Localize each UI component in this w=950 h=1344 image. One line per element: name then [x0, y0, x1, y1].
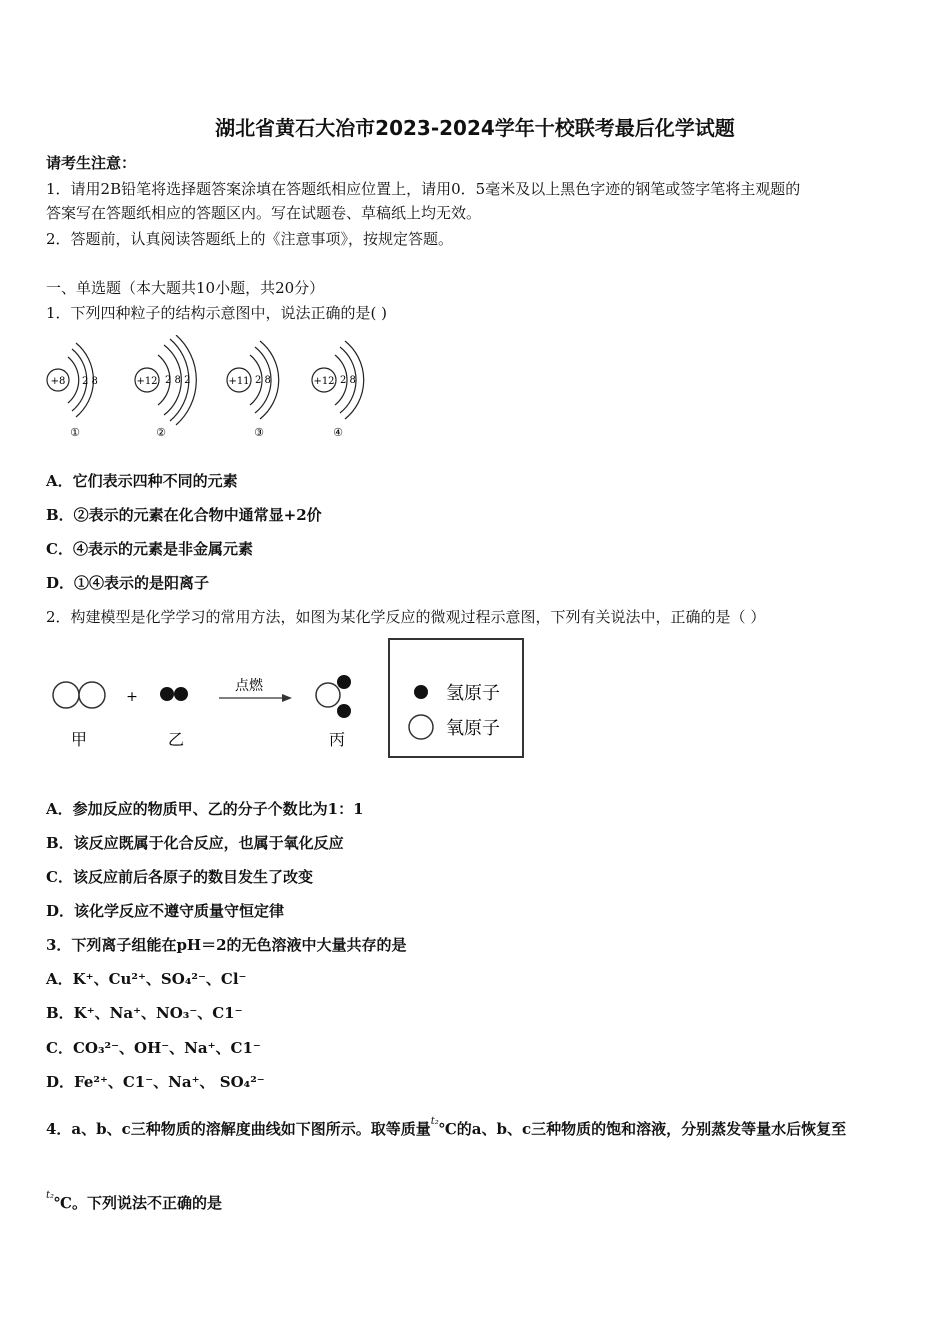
particle-2-shells: 2 8 2 — [165, 375, 191, 386]
particle-4-label: ④ — [333, 426, 343, 439]
q2-option-d: D．该化学反应不遵守质量守恒定律 — [46, 902, 285, 920]
q4-stem-line2 — [46, 1192, 222, 1213]
plus-sign: + — [126, 689, 138, 705]
molecule-yi — [160, 687, 188, 701]
section-heading: 一、单选题（本大题共10小题，共20分） — [46, 279, 325, 297]
q4-stem-a: 4．a、b、c三种物质的溶解度曲线如下图所示。取等质量 — [46, 1120, 431, 1138]
q1-option-d: D．①④表示的是阳离子 — [46, 574, 210, 592]
label-bing: 丙 — [328, 730, 346, 749]
q2-option-b: B．该反应既属于化合反应，也属于氧化反应 — [46, 834, 344, 852]
reaction-diagram — [46, 660, 376, 760]
q3-option-a: A．K⁺、Cu²⁺、SO₄²⁻、Cl⁻ — [46, 970, 247, 988]
particle-2-nucleus: +12 — [136, 376, 158, 387]
q4-t2-symbol: t₂ — [430, 1116, 439, 1127]
arrow-icon — [282, 694, 292, 702]
particle-2-label: ② — [156, 426, 166, 439]
particle-3-nucleus: +11 — [228, 376, 250, 387]
particle-4-nucleus: +12 — [313, 376, 335, 387]
arrow-label: 点燃 — [235, 678, 263, 694]
q4-stem-c: ℃。下列说法不正确的是 — [54, 1194, 223, 1212]
particle-4-shells: 2 8 — [340, 375, 356, 386]
particle-3-label: ③ — [254, 426, 264, 439]
notice-line-2: 2．答题前，认真阅读答题纸上的《注意事项》，按规定答题。 — [46, 230, 454, 248]
q3-stem: 3．下列离子组能在pH＝2的无色溶液中大量共存的是 — [46, 936, 407, 954]
q4-stem-b: ℃的a、b、c三种物质的饱和溶液，分别蒸发等量水后恢复至 — [438, 1120, 847, 1138]
q4-stem-line1 — [46, 1118, 846, 1139]
particle-4 — [312, 341, 364, 439]
legend-hydrogen: 氢原子 — [446, 683, 500, 704]
notice-line-1a: 1．请用2B铅笔将选择题答案涂填在答题纸相应位置上，请用0．5毫米及以上黑色字迹的钢笔或签字笔将主观题的 — [46, 180, 801, 198]
particle-1 — [47, 343, 98, 439]
label-yi: 乙 — [167, 730, 185, 749]
q3-option-c: C．CO₃²⁻、OH⁻、Na⁺、C1⁻ — [46, 1039, 261, 1057]
oxygen-atom-icon — [409, 715, 433, 739]
molecule-bing — [316, 675, 351, 718]
q3-option-d: D．Fe²⁺、C1⁻、Na⁺、 SO₄²⁻ — [46, 1073, 265, 1091]
legend-oxygen: 氧原子 — [446, 718, 500, 739]
notice-line-1b: 答案写在答题纸相应的答题区内。写在试题卷、草稿纸上均无效。 — [46, 204, 482, 222]
hydrogen-atom-icon — [414, 685, 428, 699]
q4-t2-symbol-2: t₂ — [46, 1190, 55, 1201]
q2-option-a: A．参加反应的物质甲、乙的分子个数比为1：1 — [46, 800, 364, 818]
q3-option-b: B．K⁺、Na⁺、NO₃⁻、C1⁻ — [46, 1004, 243, 1022]
particle-2 — [135, 335, 196, 439]
q2-option-c: C．该反应前后各原子的数目发生了改变 — [46, 868, 313, 886]
particle-3-shells: 2 8 — [255, 375, 271, 386]
label-jia: 甲 — [70, 730, 88, 749]
q1-option-c: C．④表示的元素是非金属元素 — [46, 540, 253, 558]
atomic-structure-diagrams — [40, 335, 380, 445]
q1-option-a: A．它们表示四种不同的元素 — [46, 472, 238, 490]
molecule-jia — [53, 682, 105, 708]
q1-option-b: B．②表示的元素在化合物中通常显+2价 — [46, 506, 322, 524]
atom-legend — [388, 638, 524, 758]
notice-heading: 请考生注意： — [46, 154, 137, 172]
particle-1-label: ① — [70, 426, 80, 439]
particle-1-nucleus: +8 — [50, 376, 66, 387]
page-title: 湖北省黄石大冶市2023-2024学年十校联考最后化学试题 — [215, 116, 735, 140]
particle-1-shells: 2 8 — [82, 376, 98, 387]
particle-3 — [227, 341, 279, 439]
q2-stem: 2．构建模型是化学学习的常用方法，如图为某化学反应的微观过程示意图，下列有关说法中，正确的是（ ） — [46, 608, 766, 626]
q1-stem: 1．下列四种粒子的结构示意图中，说法正确的是( ) — [46, 304, 388, 322]
